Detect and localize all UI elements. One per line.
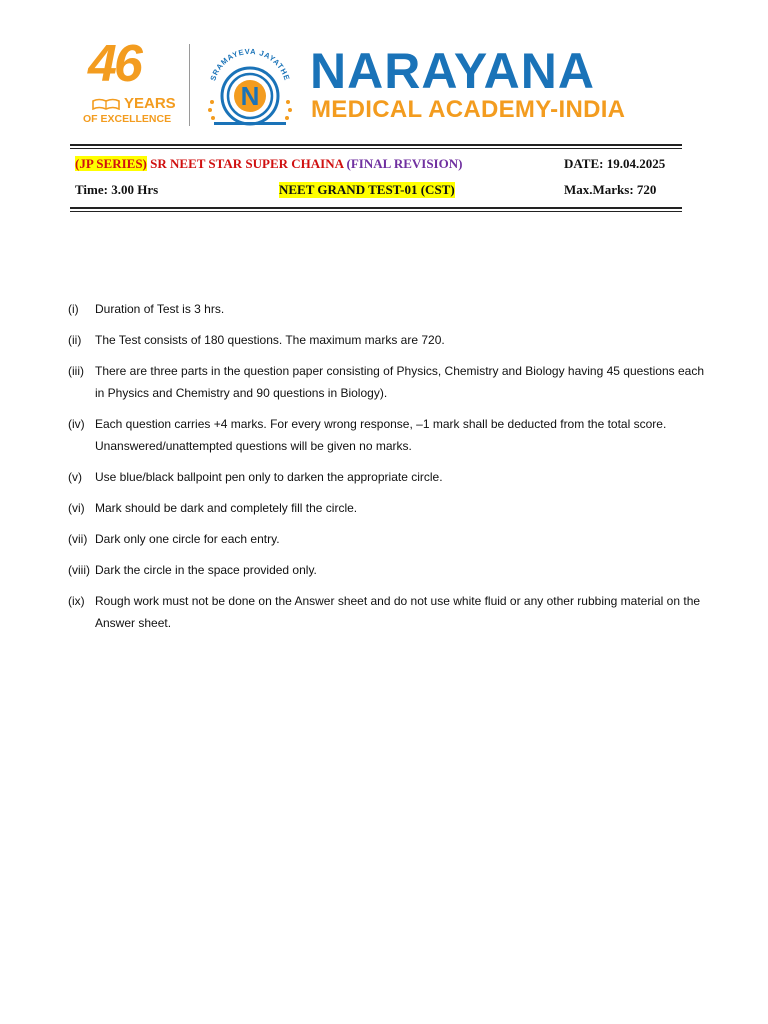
anniversary-number: 46 [88,35,140,93]
instruction-number: (viii) [68,563,90,577]
narayana-emblem-icon [200,40,300,128]
instruction-number: (ii) [68,333,82,347]
emblem-motto: SRAMAYEVA JAYATHE [208,46,292,82]
exam-date: DATE: 19.04.2025 [564,156,666,171]
exam-time: Time: 3.00 Hrs [75,182,159,197]
instruction-text: Use blue/black ballpoint pen only to darken the appropriate circle. [95,470,443,484]
instruction-text: The Test consists of 180 questions. The maximum marks are 720. [95,333,445,347]
series-name: SR NEET STAR SUPER CHAINA [146,156,347,171]
instruction-number: (ix) [68,594,85,608]
instruction-text: There are three parts in the question paper consisting of Physics, Chemistry and Biology having 45 questions each in Physics and Chemistry and 90 questions in Biology). [95,364,705,400]
anniversary-years: YEARS [124,95,176,112]
instruction-number: (v) [68,470,82,484]
brand-name: NARAYANA [310,43,595,99]
instruction-item [68,590,708,634]
emblem-letter: N [240,81,260,111]
exam-series [75,156,462,172]
instruction-item [68,497,708,519]
header-rule-bottom [70,207,682,212]
instruction-text: Rough work must not be done on the Answer sheet and do not use white fluid or any other rubbing material on the Answer sheet. [95,594,701,630]
series-tag: (JP SERIES) [75,156,147,171]
instruction-text: Duration of Test is 3 hrs. [95,302,225,316]
instruction-text: Dark the circle in the space provided only. [95,563,317,577]
logo-divider [189,44,190,126]
instruction-text: Dark only one circle for each entry. [95,532,280,546]
instruction-item [68,413,708,457]
instruction-item [68,466,708,488]
svg-text:SRAMAYEVA JAYATHE [208,47,291,82]
anniversary-tagline: OF EXCELLENCE [83,113,172,125]
test-name: NEET GRAND TEST-01 (CST) [279,182,455,197]
instruction-item [68,329,708,351]
instruction-text: Each question carries +4 marks. For every wrong response, –1 mark shall be deducted from the total score. Unanswered/unattempted questions will be given no marks. [95,417,667,453]
instruction-item [68,360,708,404]
instruction-number: (vi) [68,501,85,515]
instruction-number: (vii) [68,532,88,546]
instruction-item [68,559,708,581]
exam-info-row-2 [75,180,675,202]
instruction-number: (iii) [68,364,84,378]
instruction-item [68,528,708,550]
instructions-list [68,298,708,643]
series-revision: (FINAL REVISION) [346,156,463,171]
instruction-number: (iv) [68,417,85,431]
brand-subtitle: MEDICAL ACADEMY-INDIA [311,96,626,123]
instruction-item [68,298,708,320]
instruction-text: Mark should be dark and completely fill the circle. [95,501,358,515]
exam-info-row-1 [75,154,675,176]
instruction-number: (i) [68,302,79,316]
header-rule-top [70,144,682,149]
max-marks: Max.Marks: 720 [564,182,657,197]
book-icon [92,98,120,110]
anniversary-logo [80,35,180,128]
page-header [0,0,768,140]
